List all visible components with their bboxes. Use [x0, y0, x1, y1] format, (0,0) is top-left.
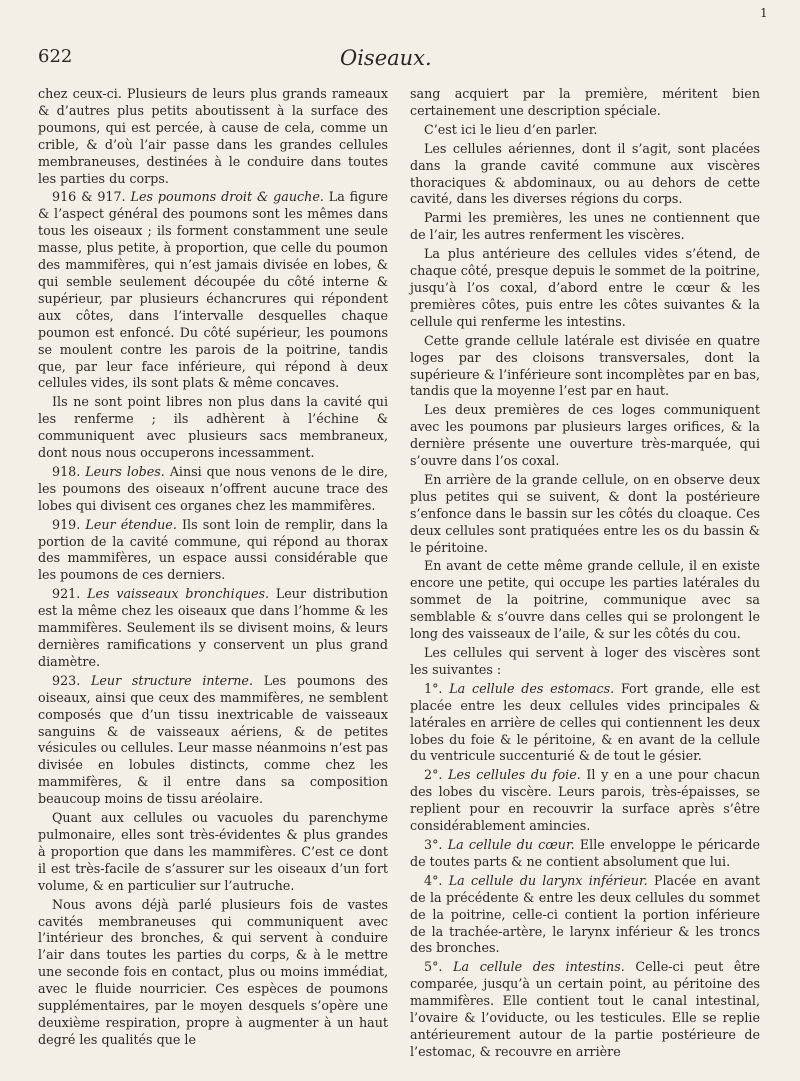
paragraph-number: 5°. — [424, 959, 454, 975]
paragraph-text: En arrière de la grande cellule, on en observe deux plus petites qui se suivent, & dont la postérieure s’enfonce dans le bassin sur les côtés du cloaque. Ces deux cellules sont pratiquées entre les os du bassin & le péritoine. — [410, 471, 760, 555]
paragraph-text: Les cellules qui servent à loger des viscères sont les suivantes : — [410, 645, 760, 677]
paragraph-text: Quant aux cellules ou vacuoles du parenchyme pulmonaire, elles sont très-évidentes & plus grandes à proportion que dans les mammifères. C’est ce dont il est très-facile de s’assurer sur les oiseaux d’un fort volume, & en particulier sur l’autruche. — [38, 810, 388, 893]
paragraph-heading: La cellule du larynx inférieur. — [448, 872, 654, 888]
paragraph-text: sang acquiert par la première, méritent bien certainement une description spéciale. — [410, 86, 760, 118]
paragraph-heading: La cellule des intestins. — [453, 959, 636, 975]
paragraph-heading: Leurs lobes. — [85, 463, 170, 479]
right-column — [410, 86, 760, 1063]
paragraph — [38, 810, 388, 895]
paragraph-text: En avant de cette même grande cellule, il en existe encore une petite, qui occupe les parties latérales du sommet de la poitrine, communique avec sa semblable & s’ouvre dans celles qui se prolongent le long des vaisseaux de l’aile, & sur les côtés du cou. — [410, 558, 760, 642]
paragraph-text: Leur distribution est la même chez les oiseaux que dans l’homme & les mammifères. Seulement ils se divisent moins, & leurs dernières ramifications y conservent un plus grand diamètre. — [38, 586, 388, 669]
paragraph-text: La figure & l’aspect général des poumons sont les mêmes dans tous les oiseaux ; ils forment constamment une seule masse, plus petite, à proportion, que celle du poumon des mammifères, qui n’est jamais divisée en lobes, & qui semble seulement découpée du côté interne & supérieur, par plusieurs échancrures qui répondent aux côtes, dans l’intervalle desquelles chaque poumon est enfoncé. Du côté supérieur, les poumons se moulent contre les parois de la poitrine, tandis que, par leur face inférieure, qui répond à deux cellules vides, ils sont plats & même concaves. — [38, 189, 389, 391]
paragraph-text: Celle-ci peut être comparée, jusqu’à un certain point, au péritoine des mammifères. Elle contient tout le canal intestinal, l’ovaire & l’oviducte, ou les testicules. Elle se replie antérieurement autour de la partie postérieure de l’estomac, & recouvre en arrière — [410, 959, 761, 1059]
paragraph — [410, 86, 760, 120]
paragraph-heading: Leur structure interne. — [90, 672, 264, 688]
paragraph-text: Cette grande cellule latérale est divisée en quatre loges par des cloisons transversales, dont la supérieure & l’inférieure sont incomplètes par en bas, tandis que la moyenne l’est par en haut. — [410, 332, 761, 399]
paragraph-number: 919. — [52, 516, 86, 532]
paragraph — [410, 681, 760, 766]
paragraph-text: Elle enveloppe le péricarde de toutes parts & ne contient absolument que lui. — [410, 836, 760, 869]
corner-mark: 1 — [760, 6, 768, 20]
paragraph-number: 921. — [52, 586, 88, 602]
paragraph-text: Ils ne sont point libres non plus dans la cavité qui les renferme ; ils adhèrent à l’échine & communiquent avec plusieurs sacs membraneux, dont nous nous occuperons incessamment. — [38, 394, 388, 461]
paragraph-text: Placée en avant de la précédente & entre les deux cellules du sommet de la poitrine, celle-ci contient la portion inférieure de la trachée-artère, le larynx inférieur & les troncs des bronches. — [410, 872, 760, 956]
paragraph-number: 918. — [52, 463, 86, 479]
paragraph-heading: Leur étendue. — [85, 516, 182, 532]
paragraph — [410, 558, 760, 643]
paragraph — [410, 141, 760, 209]
paragraph-text: Fort grande, elle est placée entre les deux cellules vides principales & latérales en arrière de celles qui contiennent les deux lobes du foie & le péritoine, & en avant de la cellule du ventricule succenturié & de tout le gésier. — [410, 680, 761, 764]
paragraph-text: Nous avons déjà parlé plusieurs fois de vastes cavités membraneuses qui communiquent avec l’intérieur des bronches, & qui servent à conduire l’air dans toutes les parties du corps, & à le mettre une seconde fois en contact, plus ou moins immédiat, avec le fluide nourricier. Ces espèces de poumons supplémentaires, par le moyen desquels s’opère une deuxième respiration, propre à augmenter à un haut degré les qualités que le — [38, 896, 388, 1047]
paragraph-heading: La cellule des estomacs. — [449, 680, 621, 696]
paragraph — [410, 959, 760, 1060]
paragraph-heading: Les vaisseaux bronchiques. — [87, 586, 276, 602]
paragraph-text: Parmi les premières, les unes ne contiennent que de l’air, les autres renferment les viscères. — [410, 210, 760, 243]
paragraph-text: Ainsi que nous venons de le dire, les poumons des oiseaux n’offrent aucune trace des lobes qui divisent ces organes chez les mammifères. — [38, 463, 388, 513]
paragraph — [38, 86, 388, 187]
page-header — [0, 6, 800, 80]
paragraph-text: La plus antérieure des cellules vides s’étend, de chaque côté, presque depuis le sommet de la poitrine, jusqu’à l’os coxal, d’abord entre le cœur & les premières côtes, puis entre les côtes suivantes & la cellule qui renferme les intestins. — [410, 246, 760, 329]
paragraph-number: 3°. — [424, 836, 448, 852]
paragraph — [38, 897, 388, 1049]
page-number: 622 — [38, 46, 73, 67]
left-column — [38, 86, 388, 1051]
paragraph — [38, 673, 388, 808]
paragraph-heading: Les cellules du foie. — [448, 767, 587, 783]
paragraph — [410, 472, 760, 557]
paragraph-text: chez ceux-ci. Plusieurs de leurs plus grands rameaux & d’autres plus petits aboutissent à la surface des poumons, qui est percée, à cause de cela, comme un crible, & d’où l’air passe dans les grandes cellules membraneuses, destinées à le conduire dans toutes les parties du corps. — [38, 86, 388, 186]
paragraph — [38, 586, 388, 671]
paragraph-text: C’est ici le lieu d’en parler. — [424, 121, 598, 137]
paragraph — [410, 837, 760, 871]
paragraph-number: 916 & 917. — [52, 189, 131, 205]
paragraph-text: Les cellules aériennes, dont il s’agit, sont placées dans la grande cavité commune aux viscères thoraciques & abdominaux, ou au dehors de cette cavité, dans les diverses régions du corps. — [410, 140, 760, 207]
paragraph-number: 4°. — [424, 872, 449, 888]
paragraph-text: Il y en a une pour chacun des lobes du viscère. Leurs parois, très-épaisses, se replient pour en recouvrir la surface après s’être considérablement amincies. — [410, 767, 760, 834]
paragraph — [410, 645, 760, 679]
paragraph — [38, 464, 388, 515]
paragraph-text: Les poumons des oiseaux, ainsi que ceux des mammifères, ne semblent composés que d’un tissu inextricable de vaisseaux sanguins & de vaisseaux aériens, & de petites vésicules ou cellules. Leur masse néanmoins n’est pas divisée en lobules distincts, comme chez les mammifères, & il entre dans sa composition beaucoup moins de tissu aréolaire. — [38, 672, 388, 807]
paragraph-number: 2°. — [424, 767, 449, 783]
paragraph-heading: Les poumons droit & gauche. — [130, 189, 329, 205]
paragraph-text: Ils sont loin de remplir, dans la portion de la cavité commune, qui répond au thorax des mammifères, un espace aussi considérable que les poumons de ces derniers. — [38, 516, 388, 583]
paragraph-number: 1°. — [424, 680, 450, 696]
paragraph — [410, 333, 760, 401]
paragraph-text: Les deux premières de ces loges communiquent avec les poumons par plusieurs larges orifices, & la dernière présente une ouverture très-marquée, qui s’ouvre dans l’os coxal. — [410, 402, 760, 469]
running-title: Oiseaux. — [340, 46, 432, 70]
paragraph — [410, 767, 760, 835]
paragraph — [38, 517, 388, 585]
paragraph — [410, 873, 760, 958]
paragraph — [38, 394, 388, 462]
paragraph — [410, 246, 760, 331]
paragraph — [410, 210, 760, 244]
paragraph — [410, 122, 760, 139]
paragraph-number: 923. — [52, 672, 91, 688]
paragraph — [38, 189, 388, 392]
paragraph-heading: La cellule du cœur. — [447, 836, 580, 852]
paragraph — [410, 402, 760, 470]
